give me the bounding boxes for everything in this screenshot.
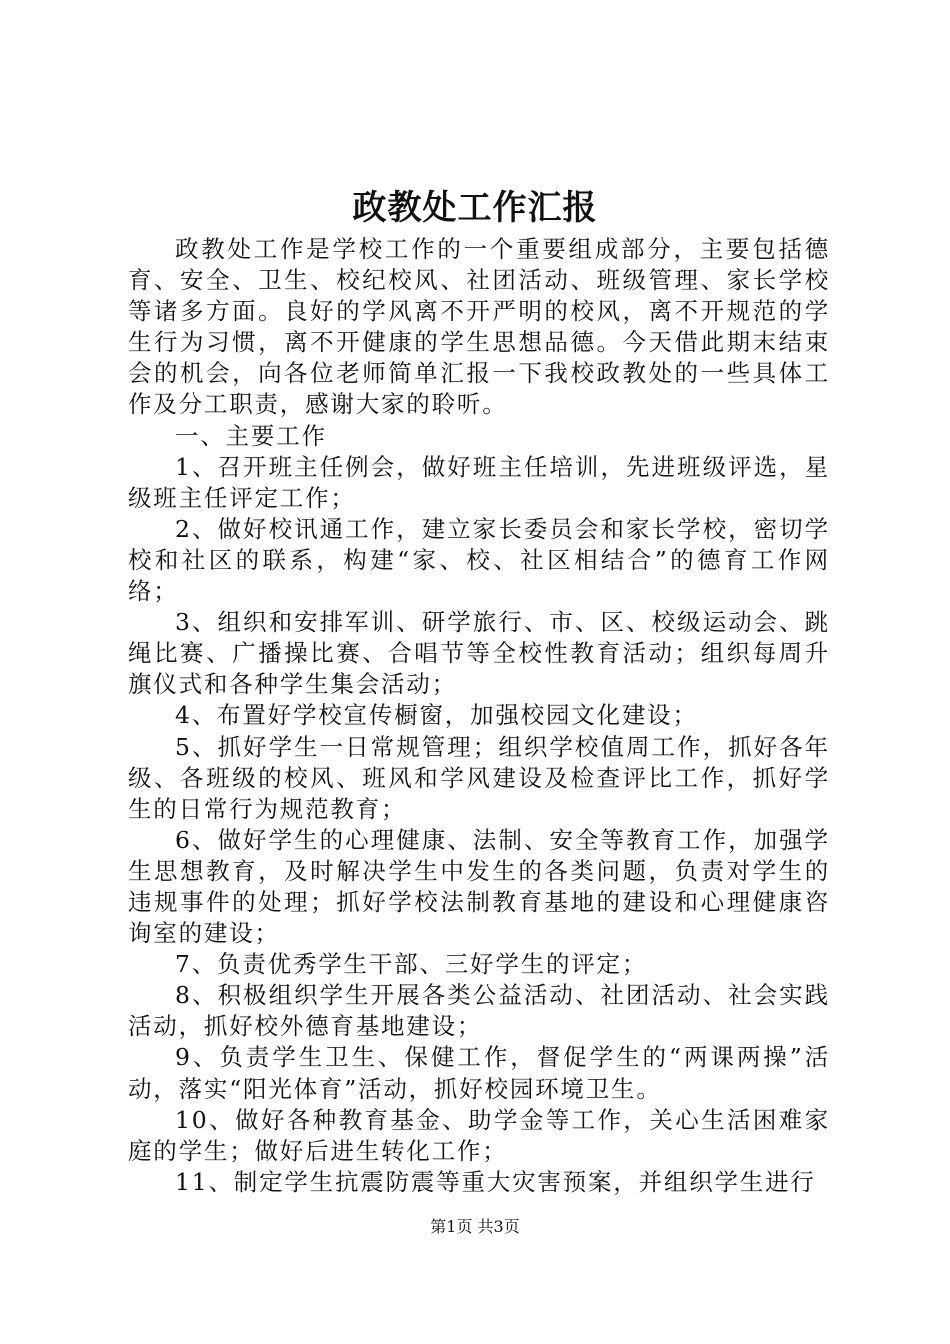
list-item: 10、做好各种教育基金、助学金等工作，关心生活困难家庭的学生；做好后进生转化工作； [128, 1105, 830, 1165]
section-heading: 一、主要工作 [175, 421, 327, 450]
document-title: 政教处工作汇报 [352, 188, 598, 228]
list-item: 1、召开班主任例会，做好班主任培训，先进班级评选，星级班主任评定工作； [128, 452, 830, 512]
document-body [128, 234, 830, 1198]
list-item: 6、做好学生的心理健康、法制、安全等教育工作，加强学生思想教育，及时解决学生中发生的各类问题，负责对学生的违规事件的处理；抓好学校法制教育基地的建设和心理健康咨询室的建设； [128, 825, 830, 948]
list-item: 11、制定学生抗震防震等重大灾害预案，并组织学生进行 [175, 1167, 816, 1196]
paragraph-intro: 政教处工作是学校工作的一个重要组成部分，主要包括德育、安全、卫生、校纪校风、社团活动、班级管理、家长学校等诸多方面。良好的学风离不开严明的校风，离不开规范的学生行为习惯，离不开健康的学生思想品德。今天借此期末结束会的机会，向各位老师简单汇报一下我校政教处的一些具体工作及分工职责，感谢大家的聆听。 [128, 235, 830, 419]
list-item: 5、抓好学生一日常规管理；组织学校值周工作，抓好各年级、各班级的校风、班风和学风建设及检查评比工作，抓好学生的日常行为规范教育； [128, 732, 830, 823]
list-item: 2、做好校讯通工作，建立家长委员会和家长学校，密切学校和社区的联系，构建“家、校、社区相结合”的德育工作网络； [128, 514, 830, 606]
list-item: 7、负责优秀学生干部、三好学生的评定； [175, 950, 648, 979]
list-item: 4、布置好学校宣传橱窗，加强校园文化建设； [175, 701, 698, 730]
list-item: 8、积极组织学生开展各类公益活动、社团活动、社会实践活动，抓好校外德育基地建设； [128, 981, 830, 1041]
list-item: 9、负责学生卫生、保健工作，督促学生的“两课两操”活动，落实“阳光体育”活动，抓好校园环境卫生。 [128, 1043, 830, 1103]
page-number-footer: 第1页 共3页 [430, 1217, 520, 1236]
list-item: 3、组织和安排军训、研学旅行、市、区、校级运动会、跳绳比赛、广播操比赛、合唱节等全校性教育活动；组织每周升旗仪式和各种学生集会活动； [128, 608, 830, 699]
